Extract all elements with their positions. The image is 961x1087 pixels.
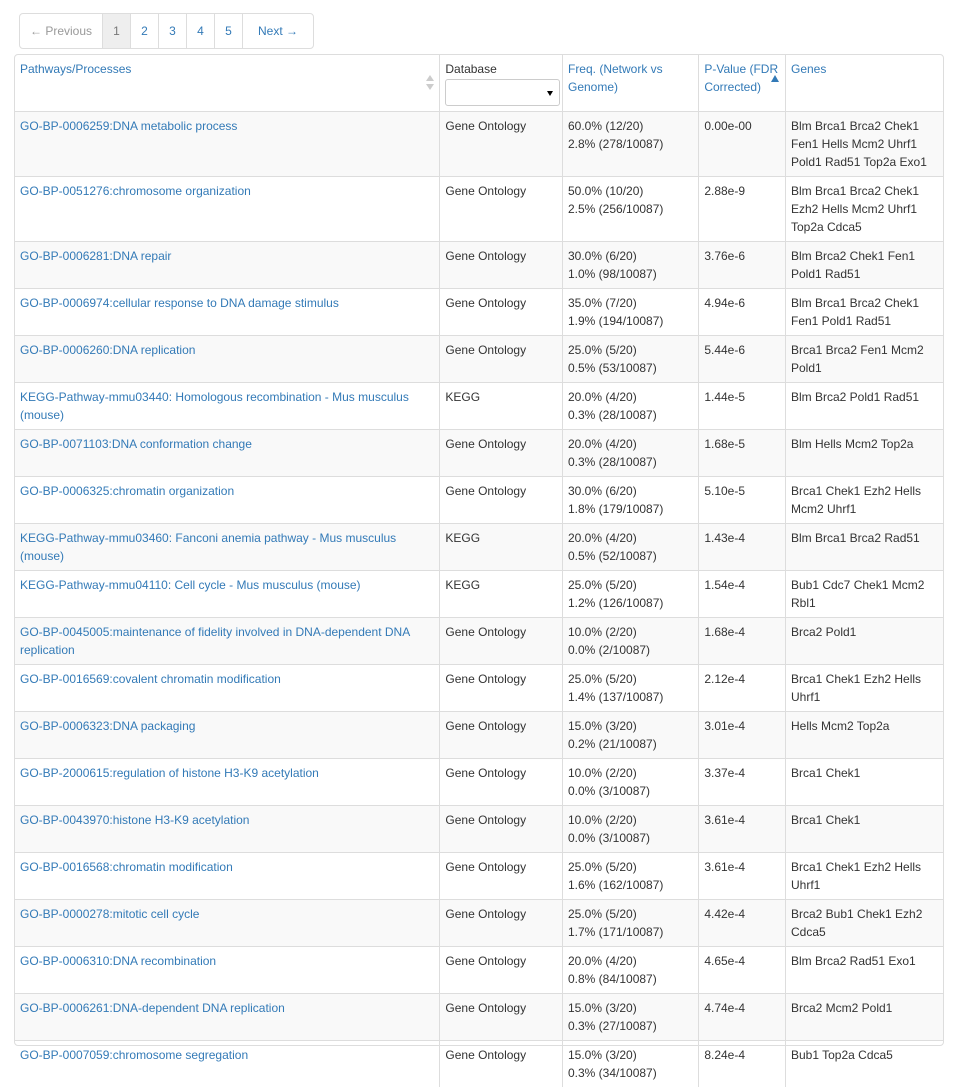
table-row	[15, 289, 943, 336]
page-5-button[interactable]: 5	[215, 14, 243, 48]
genes-cell: Bub1 Cdc7 Chek1 Mcm2 Rbl1	[785, 571, 943, 618]
chevron-down-icon	[547, 91, 553, 96]
pathway-cell	[15, 712, 440, 759]
freq-genome: 0.3% (28/10087)	[568, 406, 693, 424]
pathway-link[interactable]: GO-BP-0007059:chromosome segregation	[20, 1048, 248, 1062]
genes-cell: Brca1 Chek1 Ezh2 Hells Mcm2 Uhrf1	[785, 477, 943, 524]
database-cell: KEGG	[440, 383, 563, 430]
pvalue-cell: 5.10e-5	[699, 477, 786, 524]
freq-column-header[interactable]	[562, 55, 698, 112]
sort-ascending-icon[interactable]	[771, 75, 779, 82]
genes-cell: Brca2 Bub1 Chek1 Ezh2 Cdca5	[785, 900, 943, 947]
database-cell: Gene Ontology	[440, 177, 563, 242]
pathway-link[interactable]: GO-BP-0000278:mitotic cell cycle	[20, 907, 199, 921]
pvalue-cell: 2.12e-4	[699, 665, 786, 712]
genes-cell: Blm Brca2 Chek1 Fen1 Pold1 Rad51	[785, 242, 943, 289]
table-row	[15, 900, 943, 947]
table-row	[15, 712, 943, 759]
pathway-cell	[15, 336, 440, 383]
next-page-button[interactable]: Next →	[243, 14, 313, 48]
pvalue-cell: 4.94e-6	[699, 289, 786, 336]
pvalue-cell: 8.24e-4	[699, 1041, 786, 1087]
freq-genome: 0.0% (3/10087)	[568, 782, 693, 800]
freq-genome: 1.6% (162/10087)	[568, 876, 693, 894]
genes-cell: Brca1 Chek1 Ezh2 Hells Uhrf1	[785, 665, 943, 712]
pvalue-cell: 1.68e-5	[699, 430, 786, 477]
freq-cell	[562, 759, 698, 806]
freq-cell	[562, 994, 698, 1041]
database-header-label: Database	[445, 62, 496, 76]
pathway-cell	[15, 112, 440, 177]
pathway-link[interactable]: GO-BP-0006259:DNA metabolic process	[20, 119, 237, 133]
genes-cell: Brca1 Chek1	[785, 759, 943, 806]
genes-cell: Blm Hells Mcm2 Top2a	[785, 430, 943, 477]
database-cell: Gene Ontology	[440, 947, 563, 994]
freq-genome: 0.8% (84/10087)	[568, 970, 693, 988]
pathway-link[interactable]: GO-BP-0006310:DNA recombination	[20, 954, 216, 968]
table-row	[15, 994, 943, 1041]
database-cell: Gene Ontology	[440, 336, 563, 383]
genes-cell: Hells Mcm2 Top2a	[785, 712, 943, 759]
database-cell: Gene Ontology	[440, 806, 563, 853]
pathway-link[interactable]: GO-BP-0006260:DNA replication	[20, 343, 195, 357]
freq-cell	[562, 430, 698, 477]
freq-cell	[562, 383, 698, 430]
genes-cell: Blm Brca1 Brca2 Chek1 Ezh2 Hells Mcm2 Uhrf1 Top2a Cdca5	[785, 177, 943, 242]
freq-network: 10.0% (2/20)	[568, 623, 693, 641]
pvalue-cell: 3.37e-4	[699, 759, 786, 806]
database-cell: Gene Ontology	[440, 477, 563, 524]
pvalue-cell: 3.61e-4	[699, 853, 786, 900]
database-cell: KEGG	[440, 524, 563, 571]
database-column-header	[440, 55, 563, 112]
genes-cell: Brca1 Chek1	[785, 806, 943, 853]
freq-genome: 1.8% (179/10087)	[568, 500, 693, 518]
pathway-cell	[15, 947, 440, 994]
pvalue-cell: 1.68e-4	[699, 618, 786, 665]
freq-network: 15.0% (3/20)	[568, 999, 693, 1017]
pathway-cell	[15, 477, 440, 524]
pathway-link[interactable]: GO-BP-0043970:histone H3-K9 acetylation	[20, 813, 249, 827]
freq-genome: 2.5% (256/10087)	[568, 200, 693, 218]
freq-cell	[562, 900, 698, 947]
pathway-link[interactable]: KEGG-Pathway-mmu03460: Fanconi anemia pathway - Mus musculus (mouse)	[20, 531, 396, 563]
sort-both-icon[interactable]	[426, 75, 434, 91]
database-cell: Gene Ontology	[440, 289, 563, 336]
results-table-container	[14, 54, 944, 1046]
freq-cell	[562, 112, 698, 177]
pvalue-cell: 1.54e-4	[699, 571, 786, 618]
freq-cell	[562, 853, 698, 900]
database-cell: Gene Ontology	[440, 665, 563, 712]
database-cell: Gene Ontology	[440, 242, 563, 289]
table-row	[15, 1041, 943, 1087]
freq-network: 20.0% (4/20)	[568, 952, 693, 970]
freq-network: 25.0% (5/20)	[568, 341, 693, 359]
genes-column-header[interactable]	[785, 55, 943, 112]
genes-cell: Blm Brca2 Rad51 Exo1	[785, 947, 943, 994]
database-cell: Gene Ontology	[440, 994, 563, 1041]
database-filter-select[interactable]	[445, 79, 560, 106]
pathway-cell	[15, 571, 440, 618]
page-3-button[interactable]: 3	[159, 14, 187, 48]
table-row	[15, 853, 943, 900]
table-body	[15, 112, 943, 1087]
pathway-link[interactable]: GO-BP-0016568:chromatin modification	[20, 860, 233, 874]
freq-network: 15.0% (3/20)	[568, 1046, 693, 1064]
table-row	[15, 806, 943, 853]
freq-network: 25.0% (5/20)	[568, 905, 693, 923]
freq-network: 10.0% (2/20)	[568, 764, 693, 782]
freq-genome: 0.5% (53/10087)	[568, 359, 693, 377]
database-cell: Gene Ontology	[440, 618, 563, 665]
genes-cell: Blm Brca2 Pold1 Rad51	[785, 383, 943, 430]
freq-network: 20.0% (4/20)	[568, 529, 693, 547]
page-2-button[interactable]: 2	[131, 14, 159, 48]
pathway-link[interactable]: KEGG-Pathway-mmu03440: Homologous recombination - Mus musculus (mouse)	[20, 390, 409, 422]
pathway-link[interactable]: GO-BP-0016569:covalent chromatin modification	[20, 672, 281, 686]
pvalue-cell: 3.61e-4	[699, 806, 786, 853]
freq-genome: 1.9% (194/10087)	[568, 312, 693, 330]
freq-network: 50.0% (10/20)	[568, 182, 693, 200]
table-row	[15, 759, 943, 806]
freq-cell	[562, 618, 698, 665]
pvalue-cell: 4.65e-4	[699, 947, 786, 994]
page-4-button[interactable]: 4	[187, 14, 215, 48]
freq-network: 25.0% (5/20)	[568, 576, 693, 594]
pathway-link[interactable]: GO-BP-0006261:DNA-dependent DNA replication	[20, 1001, 285, 1015]
pathway-link[interactable]: GO-BP-0006281:DNA repair	[20, 249, 171, 263]
pathway-cell	[15, 289, 440, 336]
genes-cell: Blm Brca1 Brca2 Chek1 Fen1 Pold1 Rad51	[785, 289, 943, 336]
genes-cell: Brca2 Pold1	[785, 618, 943, 665]
pathway-cell	[15, 242, 440, 289]
freq-cell	[562, 806, 698, 853]
pathway-cell	[15, 665, 440, 712]
pvalue-cell: 1.43e-4	[699, 524, 786, 571]
pathway-link[interactable]: GO-BP-0006974:cellular response to DNA damage stimulus	[20, 296, 339, 310]
database-cell: Gene Ontology	[440, 1041, 563, 1087]
table-header-row	[15, 55, 943, 112]
table-row	[15, 383, 943, 430]
table-row	[15, 524, 943, 571]
pvalue-column-header[interactable]	[699, 55, 786, 112]
genes-cell: Bub1 Top2a Cdca5	[785, 1041, 943, 1087]
freq-network: 25.0% (5/20)	[568, 858, 693, 876]
freq-network: 10.0% (2/20)	[568, 811, 693, 829]
pathway-cell	[15, 524, 440, 571]
pathway-cell	[15, 806, 440, 853]
freq-cell	[562, 712, 698, 759]
pvalue-cell: 3.01e-4	[699, 712, 786, 759]
pvalue-cell: 0.00e-00	[699, 112, 786, 177]
pvalue-cell: 3.76e-6	[699, 242, 786, 289]
freq-genome: 0.3% (34/10087)	[568, 1064, 693, 1082]
table-row	[15, 242, 943, 289]
pathway-header-label[interactable]: Pathways/Processes	[20, 62, 131, 76]
table-row	[15, 177, 943, 242]
pathway-cell	[15, 618, 440, 665]
pathway-link[interactable]: GO-BP-0045005:maintenance of fidelity involved in DNA-dependent DNA replication	[20, 625, 410, 657]
pathway-cell	[15, 759, 440, 806]
pvalue-header-label[interactable]: P-Value (FDR Corrected)	[704, 62, 778, 94]
pvalue-cell: 4.42e-4	[699, 900, 786, 947]
freq-header-label[interactable]: Freq. (Network vs Genome)	[568, 62, 663, 94]
table-row	[15, 336, 943, 383]
pathway-cell	[15, 430, 440, 477]
pvalue-cell: 2.88e-9	[699, 177, 786, 242]
freq-cell	[562, 242, 698, 289]
freq-genome: 0.3% (28/10087)	[568, 453, 693, 471]
freq-network: 30.0% (6/20)	[568, 247, 693, 265]
database-cell: Gene Ontology	[440, 759, 563, 806]
table-row	[15, 571, 943, 618]
page-1-button[interactable]: 1	[103, 14, 131, 48]
table-row	[15, 430, 943, 477]
freq-genome: 2.8% (278/10087)	[568, 135, 693, 153]
freq-genome: 0.0% (2/10087)	[568, 641, 693, 659]
pagination	[19, 13, 314, 49]
database-cell: Gene Ontology	[440, 430, 563, 477]
pathway-link[interactable]: GO-BP-0006323:DNA packaging	[20, 719, 195, 733]
freq-genome: 0.5% (52/10087)	[568, 547, 693, 565]
freq-cell	[562, 177, 698, 242]
database-cell: Gene Ontology	[440, 853, 563, 900]
pathway-column-header[interactable]	[15, 55, 440, 112]
pathway-link[interactable]: KEGG-Pathway-mmu04110: Cell cycle - Mus musculus (mouse)	[20, 578, 361, 592]
pathway-link[interactable]: GO-BP-0051276:chromosome organization	[20, 184, 251, 198]
pathway-link[interactable]: GO-BP-0071103:DNA conformation change	[20, 437, 252, 451]
freq-cell	[562, 571, 698, 618]
table-row	[15, 477, 943, 524]
table-row	[15, 665, 943, 712]
table-row	[15, 618, 943, 665]
freq-cell	[562, 1041, 698, 1087]
freq-network: 30.0% (6/20)	[568, 482, 693, 500]
freq-network: 20.0% (4/20)	[568, 388, 693, 406]
freq-cell	[562, 477, 698, 524]
pathway-cell	[15, 994, 440, 1041]
database-cell: Gene Ontology	[440, 712, 563, 759]
freq-genome: 0.3% (27/10087)	[568, 1017, 693, 1035]
freq-network: 35.0% (7/20)	[568, 294, 693, 312]
genes-header-label[interactable]: Genes	[791, 62, 826, 76]
genes-cell: Brca1 Chek1 Ezh2 Hells Uhrf1	[785, 853, 943, 900]
database-cell: Gene Ontology	[440, 900, 563, 947]
previous-page-button[interactable]: ← Previous	[20, 14, 103, 48]
pvalue-cell: 5.44e-6	[699, 336, 786, 383]
freq-network: 20.0% (4/20)	[568, 435, 693, 453]
pathway-link[interactable]: GO-BP-2000615:regulation of histone H3-K9 acetylation	[20, 766, 319, 780]
freq-genome: 1.2% (126/10087)	[568, 594, 693, 612]
database-cell: Gene Ontology	[440, 112, 563, 177]
freq-genome: 1.7% (171/10087)	[568, 923, 693, 941]
pvalue-cell: 1.44e-5	[699, 383, 786, 430]
pathways-table	[15, 55, 943, 1087]
table-row	[15, 947, 943, 994]
freq-genome: 0.0% (3/10087)	[568, 829, 693, 847]
genes-cell: Brca1 Brca2 Fen1 Mcm2 Pold1	[785, 336, 943, 383]
freq-genome: 1.0% (98/10087)	[568, 265, 693, 283]
pvalue-cell: 4.74e-4	[699, 994, 786, 1041]
table-row	[15, 112, 943, 177]
pathway-cell	[15, 177, 440, 242]
pathway-cell	[15, 853, 440, 900]
freq-cell	[562, 289, 698, 336]
freq-cell	[562, 665, 698, 712]
pathway-cell	[15, 1041, 440, 1087]
genes-cell: Blm Brca1 Brca2 Rad51	[785, 524, 943, 571]
freq-cell	[562, 947, 698, 994]
pathway-cell	[15, 383, 440, 430]
freq-network: 60.0% (12/20)	[568, 117, 693, 135]
pathway-link[interactable]: GO-BP-0006325:chromatin organization	[20, 484, 234, 498]
genes-cell: Brca2 Mcm2 Pold1	[785, 994, 943, 1041]
freq-cell	[562, 524, 698, 571]
freq-network: 15.0% (3/20)	[568, 717, 693, 735]
freq-genome: 0.2% (21/10087)	[568, 735, 693, 753]
genes-cell: Blm Brca1 Brca2 Chek1 Fen1 Hells Mcm2 Uhrf1 Pold1 Rad51 Top2a Exo1	[785, 112, 943, 177]
database-cell: KEGG	[440, 571, 563, 618]
freq-network: 25.0% (5/20)	[568, 670, 693, 688]
freq-cell	[562, 336, 698, 383]
freq-genome: 1.4% (137/10087)	[568, 688, 693, 706]
pathway-cell	[15, 900, 440, 947]
